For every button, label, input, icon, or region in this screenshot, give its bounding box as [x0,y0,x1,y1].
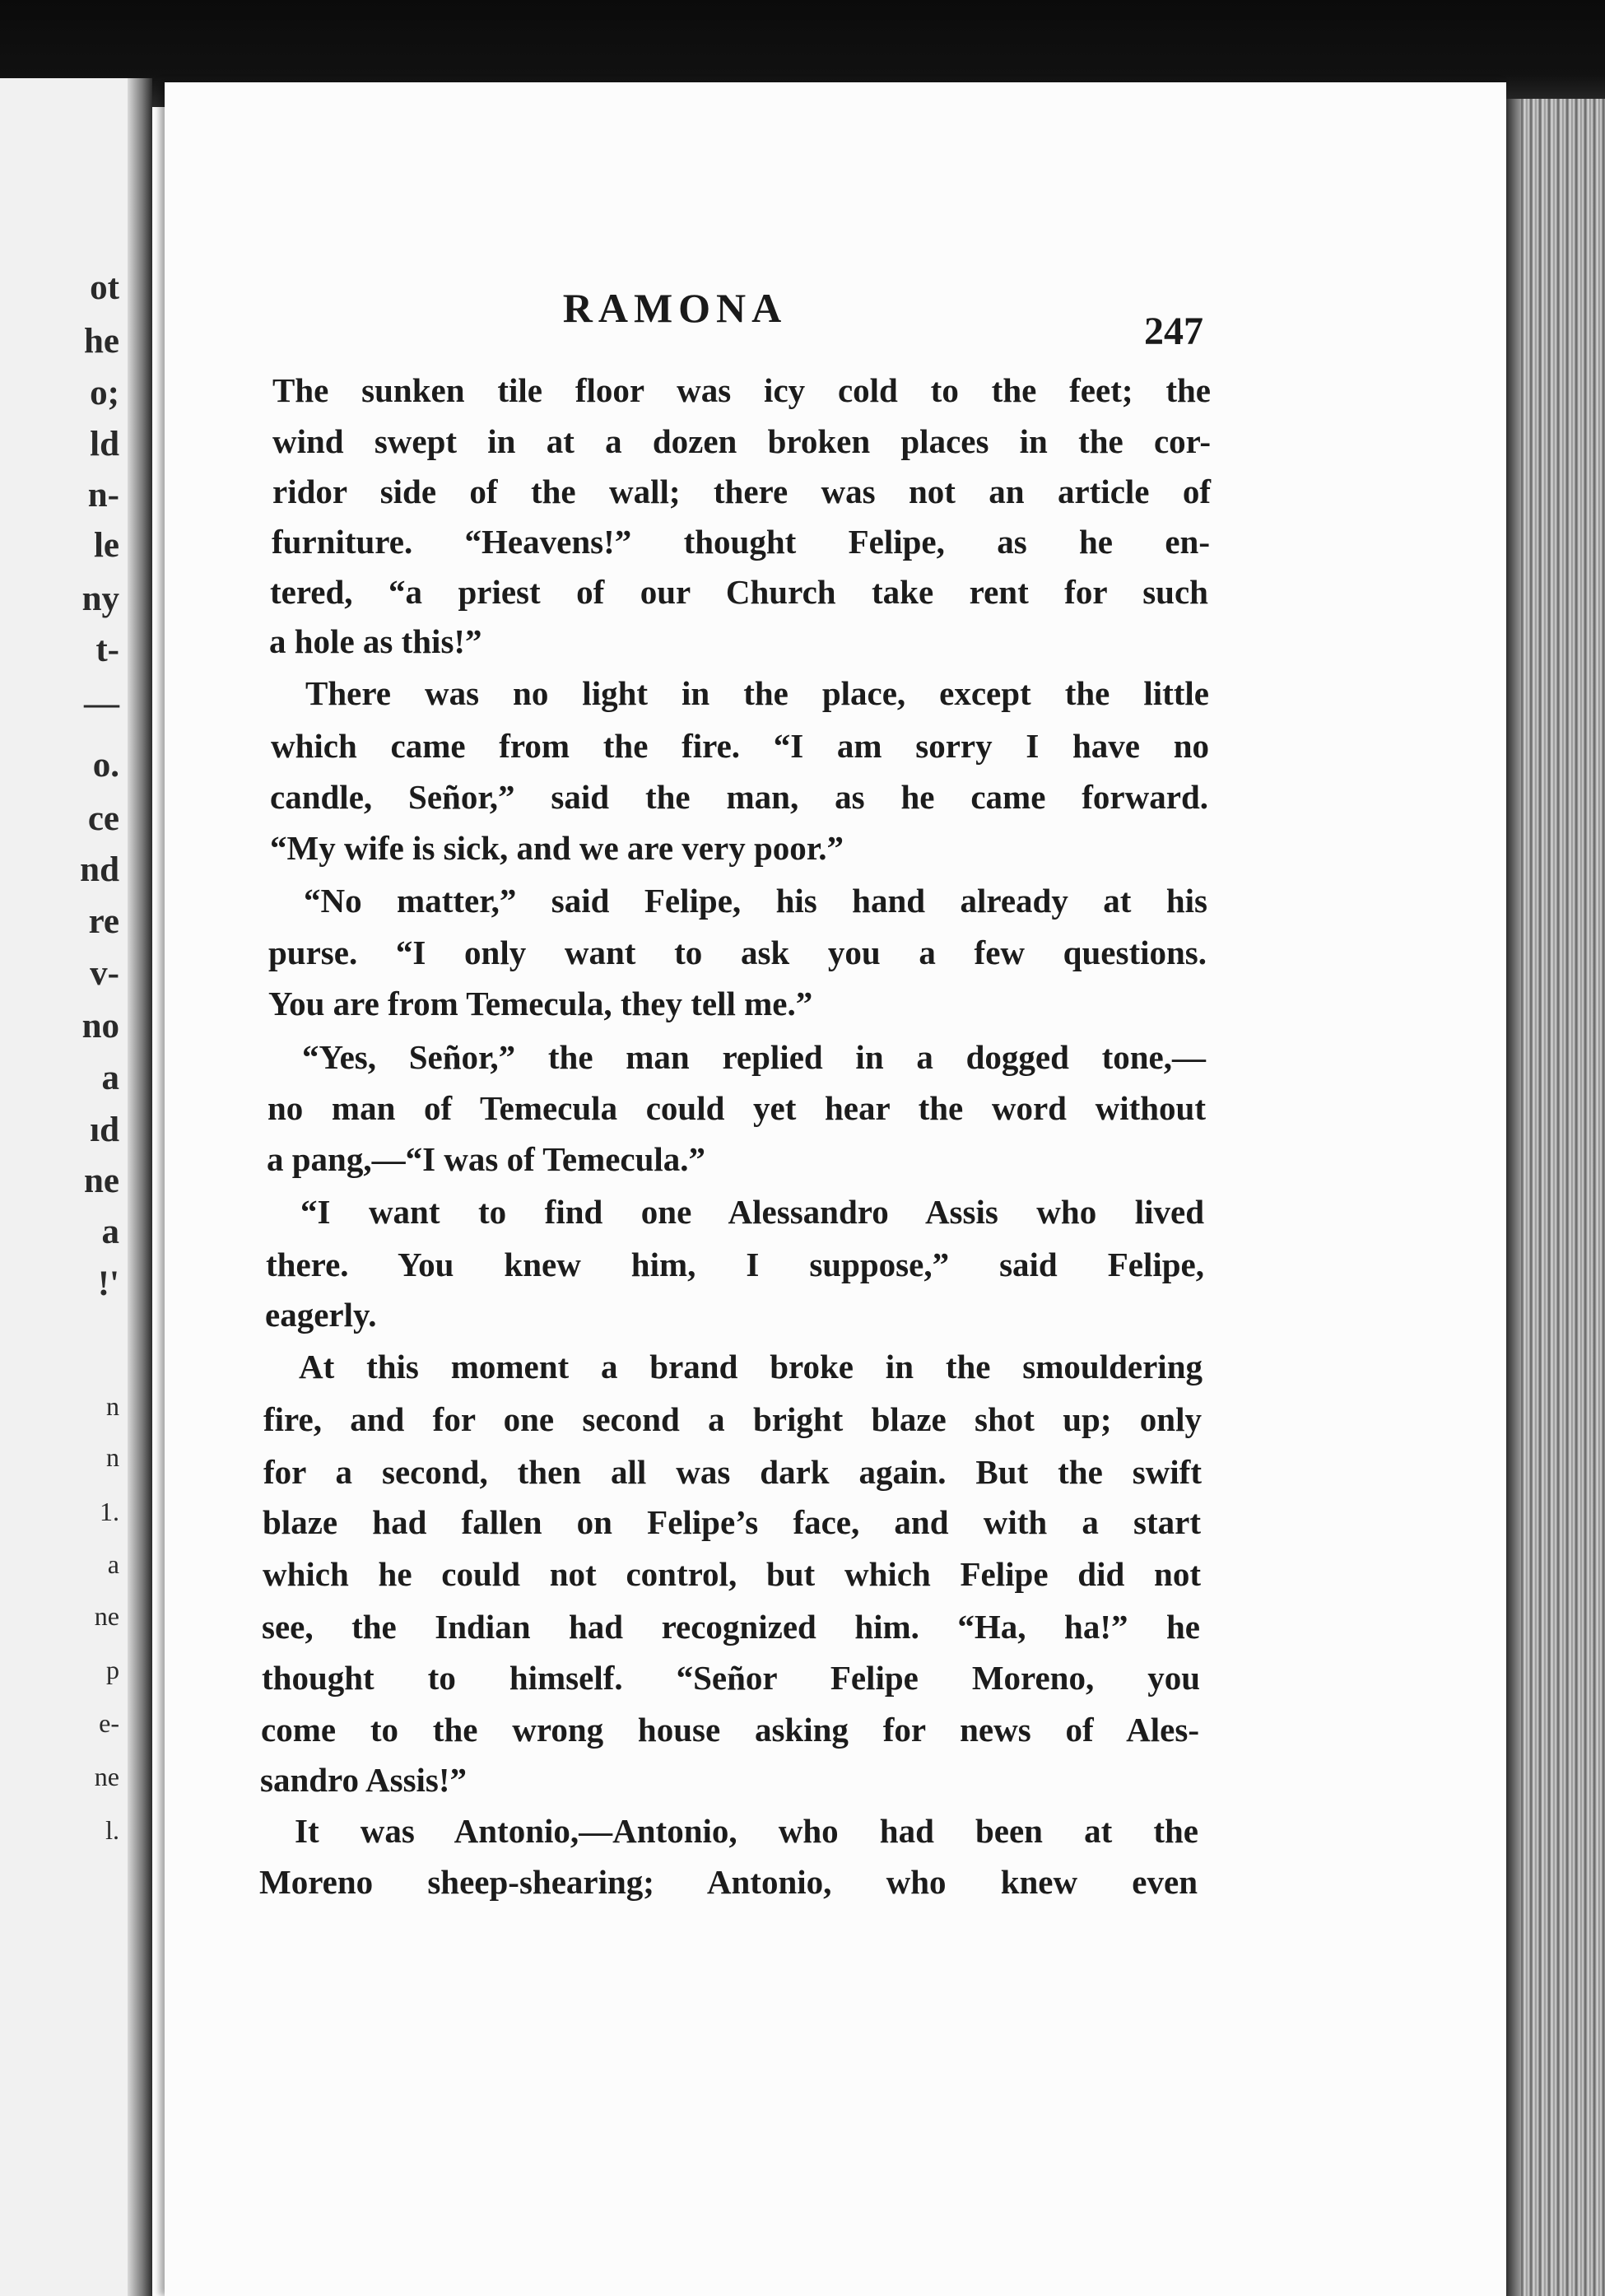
left-page-fragment: ld [90,425,119,463]
left-page-fragment: ny [81,580,119,618]
left-page-fragment: ne [94,1601,119,1631]
text-line: You are from Temecula, they tell me.” [268,985,813,1022]
left-page-fragment: a [101,1213,119,1251]
text-line: “Yes, Señor,” the man replied in a dogged tone,— [302,1038,1206,1076]
text-line: come to the wrong house asking for news of Ales- [261,1711,1199,1749]
text-line: “My wife is sick, and we are very poor.” [270,829,844,867]
text-line: blaze had fallen on Felipe’s face, and with a start [263,1503,1201,1541]
left-page-fragment: !' [97,1264,119,1303]
left-page-fragment: o. [92,746,119,785]
left-page-fragment: l. [105,1815,119,1845]
left-page-fragment: n- [87,476,119,515]
text-line: a hole as this!” [269,622,482,660]
text-line: ridor side of the wall; there was not an article of [272,473,1211,510]
text-line: which came from the fire. “I am sorry I have no [271,727,1209,765]
text-line: thought to himself. “Señor Felipe Moreno, you [262,1659,1200,1697]
page-stack-edge [1506,99,1605,2296]
text-line: tered, “a priest of our Church take rent for such [270,573,1208,611]
left-page-fragment: ne [94,1762,119,1791]
text-line: Moreno sheep-shearing; Antonio, who knew even [259,1863,1198,1901]
left-page-fragment: — [84,684,119,723]
running-title: RAMONA [562,285,788,331]
text-line: There was no light in the place, except the little [305,674,1209,712]
text-line: purse. “I only want to ask you a few questions. [268,934,1207,971]
left-page-fragment: v- [90,954,119,993]
left-page-fragment: nd [80,850,119,889]
text-line: eagerly. [265,1296,377,1334]
text-line: The sunken tile floor was icy cold to the feet; the [272,371,1211,409]
left-page-fragment: t- [95,631,119,669]
text-line: a pang,—“I was of Temecula.” [267,1140,706,1178]
left-page-fragment: e- [99,1708,119,1738]
left-page-fragment: re [88,902,119,941]
book-gutter [128,78,152,2296]
text-line: for a second, then all was dark again. But the swift [263,1453,1202,1491]
left-page-fragment: a [107,1549,119,1579]
left-page-fragment: ot [90,268,119,307]
text-line: “I want to find one Alessandro Assis who lived [300,1193,1204,1231]
left-page-fragment: ıd [90,1111,119,1149]
text-line: see, the Indian had recognized him. “Ha, ha!” he [262,1608,1200,1646]
left-page-fragment: ce [87,799,119,838]
text-line: wind swept in at a dozen broken places in the cor- [272,422,1211,460]
text-line: It was Antonio,—Antonio, who had been at the [295,1812,1198,1850]
left-page-fragment: n [106,1391,119,1421]
left-page-fragment: ne [84,1162,119,1200]
left-page-fragment: le [93,526,119,565]
text-line: there. You knew him, I suppose,” said Felipe, [266,1246,1204,1283]
text-line: candle, Señor,” said the man, as he came forward. [270,778,1208,816]
text-line: furniture. “Heavens!” thought Felipe, as he en- [272,523,1210,561]
page-number: 247 [1144,310,1203,353]
book-page [165,82,1506,2296]
text-line: At this moment a brand broke in the smouldering [299,1348,1203,1386]
text-line: “No matter,” said Felipe, his hand already at his [304,882,1207,920]
left-page-fragment: 1. [100,1497,119,1526]
text-line: which he could not control, but which Felipe did not [263,1555,1201,1593]
text-line: no man of Temecula could yet hear the word without [268,1089,1206,1127]
left-page-edge [0,78,152,2296]
left-page-fragment: o; [90,374,119,412]
left-page-fragment: a [101,1059,119,1097]
left-page-fragment: he [84,322,119,361]
left-page-fragment: n [106,1442,119,1472]
left-page-fragment: no [81,1007,119,1046]
text-line: sandro Assis!” [260,1761,468,1799]
text-line: fire, and for one second a bright blaze shot up; only [263,1400,1202,1438]
left-page-fragment: p [106,1655,119,1684]
